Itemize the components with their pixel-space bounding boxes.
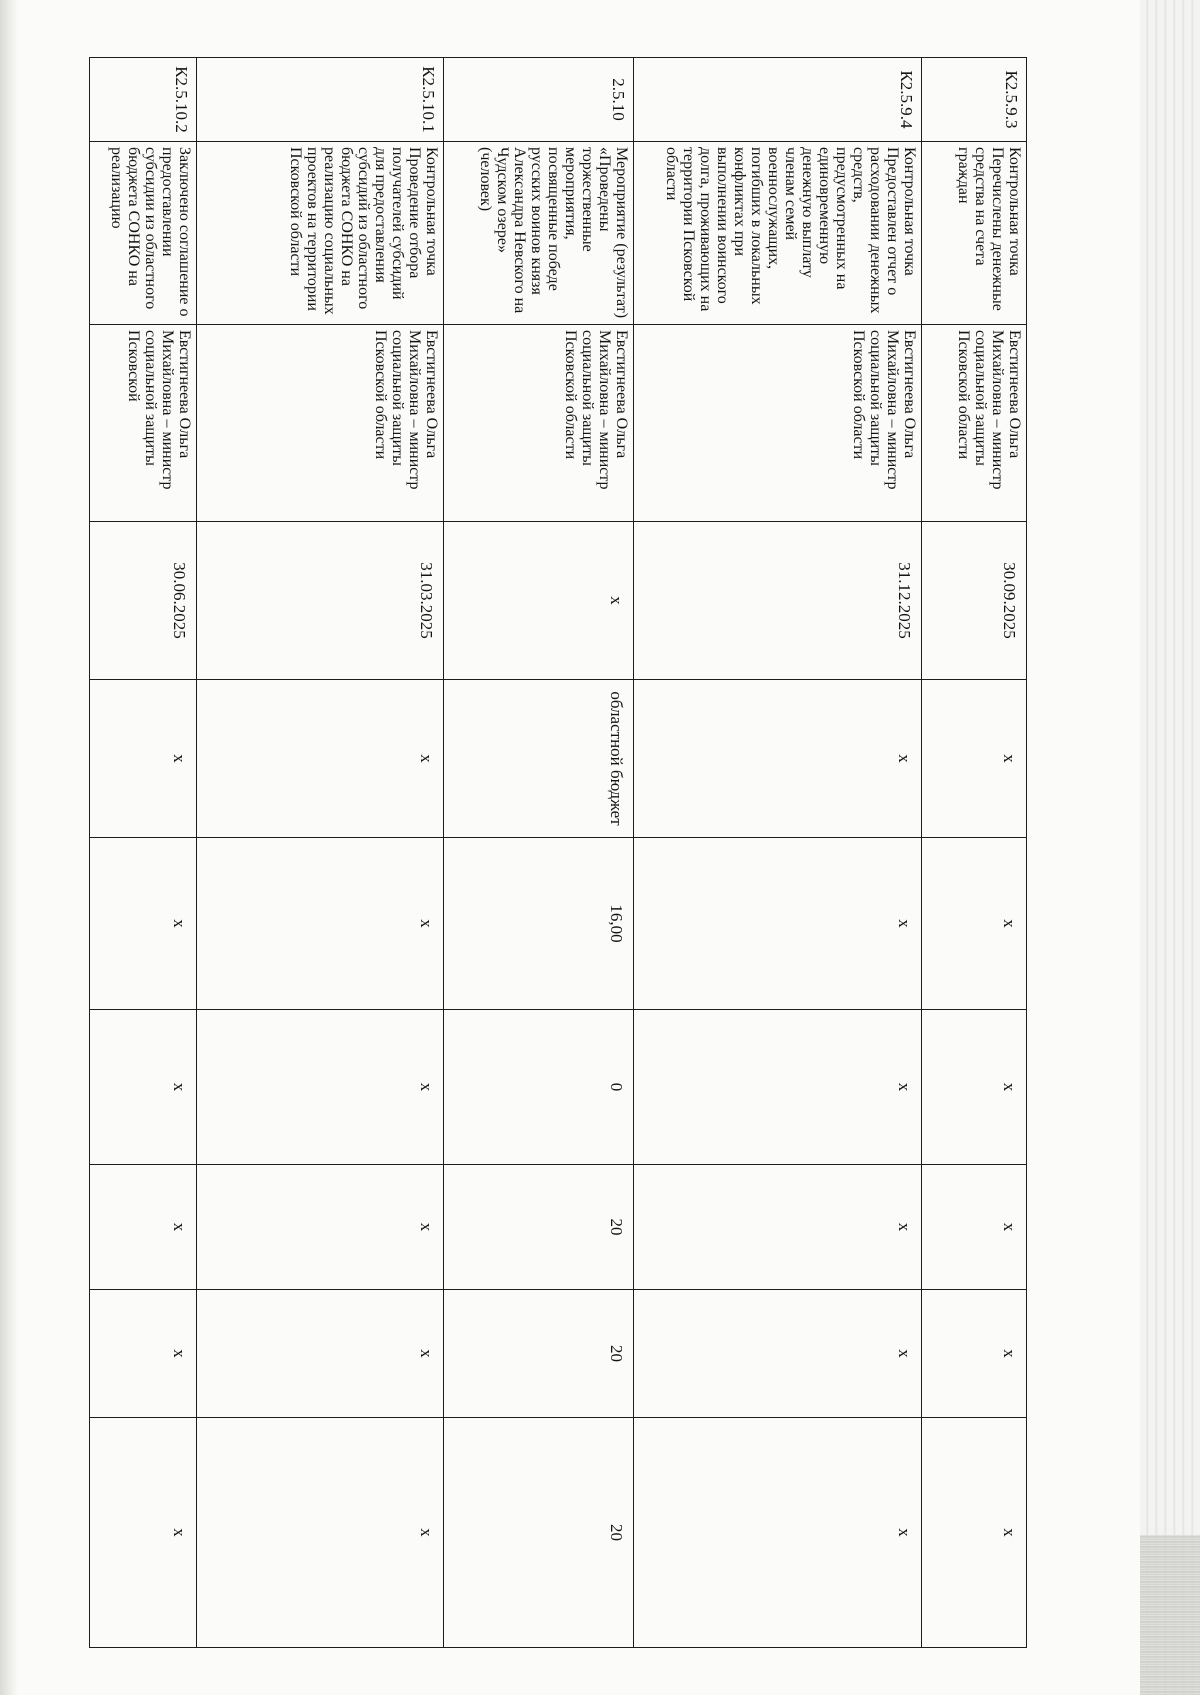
row-responsible: Евстигнеева Ольга Михайловна – министр социальной защиты Псковской области — [197, 325, 444, 522]
row-date: 30.06.2025 — [90, 522, 197, 680]
row-value-5: x — [90, 1418, 197, 1648]
row-date: x — [444, 522, 634, 680]
row-date: 31.12.2025 — [634, 522, 922, 680]
row-source: x — [197, 680, 444, 838]
row-value-2: x — [90, 1010, 197, 1165]
row-value-4: x — [197, 1290, 444, 1418]
row-value-3: x — [197, 1165, 444, 1290]
row-value-4: x — [634, 1290, 922, 1418]
row-value-1: x — [197, 838, 444, 1010]
row-value-2: x — [922, 1010, 1027, 1165]
scan-noise — [1140, 1535, 1200, 1695]
scan-edge-right — [1140, 0, 1200, 1695]
row-source: областной бюджет — [444, 680, 634, 838]
row-code: 2.5.10 — [444, 58, 634, 142]
row-name: Контрольная точка Проведение отбора получателей субсидий для предоставления субсидий из областного бюджета СОНКО на реализацию социальных проектов на территории Псковской области — [197, 142, 444, 325]
row-code: К2.5.9.4 — [634, 58, 922, 142]
row-responsible: Евстигнеева Ольга Михайловна – министр социальной защиты Псковской области — [634, 325, 922, 522]
row-name: Заключено соглашение о предоставлении субсидии из областного бюджета СОНКО на реализацию — [90, 142, 197, 325]
row-value-3: x — [634, 1165, 922, 1290]
row-value-3: x — [922, 1165, 1027, 1290]
row-responsible: Евстигнеева Ольга Михайловна – министр социальной защиты Псковской — [90, 325, 197, 522]
document-table — [89, 57, 1027, 1648]
row-value-5: 20 — [444, 1418, 634, 1648]
row-code: К2.5.10.2 — [90, 58, 197, 142]
table-row — [197, 58, 444, 1648]
table-row — [634, 58, 922, 1648]
row-date: 31.03.2025 — [197, 522, 444, 680]
row-value-2: 0 — [444, 1010, 634, 1165]
row-source: x — [922, 680, 1027, 838]
row-responsible: Евстигнеева Ольга Михайловна – министр социальной защиты Псковской области — [444, 325, 634, 522]
row-value-1: x — [90, 838, 197, 1010]
row-value-4: 20 — [444, 1290, 634, 1418]
row-value-3: 20 — [444, 1165, 634, 1290]
row-value-1: x — [634, 838, 922, 1010]
row-value-2: x — [197, 1010, 444, 1165]
scan-edge-left — [0, 0, 18, 1695]
row-value-5: x — [197, 1418, 444, 1648]
row-responsible: Евстигнеева Ольга Михайловна – министр социальной защиты Псковской области — [922, 325, 1027, 522]
table-row — [90, 58, 197, 1648]
row-name: Мероприятие (результат) «Проведены торжественные мероприятия, посвященные победе русских воинов князя Александра Невского на Чудском озере» (человек) — [444, 142, 634, 325]
row-value-5: x — [922, 1418, 1027, 1648]
row-source: x — [90, 680, 197, 838]
row-value-1: x — [922, 838, 1027, 1010]
row-value-5: x — [634, 1418, 922, 1648]
row-code: К2.5.10.1 — [197, 58, 444, 142]
row-value-3: x — [90, 1165, 197, 1290]
row-name: Контрольная точка Перечислены денежные средства на счета граждан — [922, 142, 1027, 325]
row-value-1: 16,00 — [444, 838, 634, 1010]
row-name: Контрольная точка Предоставлен отчет о расходовании денежных средств, предусмотренных на единовременную денежную выплату членам семей военнослужащих, погибших в локальных конфликтах при выполнении воинского долга, проживающих на территории Псковской области — [634, 142, 922, 325]
row-value-2: x — [634, 1010, 922, 1165]
table-row — [922, 58, 1027, 1648]
row-source: x — [634, 680, 922, 838]
row-code: К2.5.9.3 — [922, 58, 1027, 142]
table-row — [444, 58, 634, 1648]
row-date: 30.09.2025 — [922, 522, 1027, 680]
row-value-4: x — [90, 1290, 197, 1418]
row-value-4: x — [922, 1290, 1027, 1418]
